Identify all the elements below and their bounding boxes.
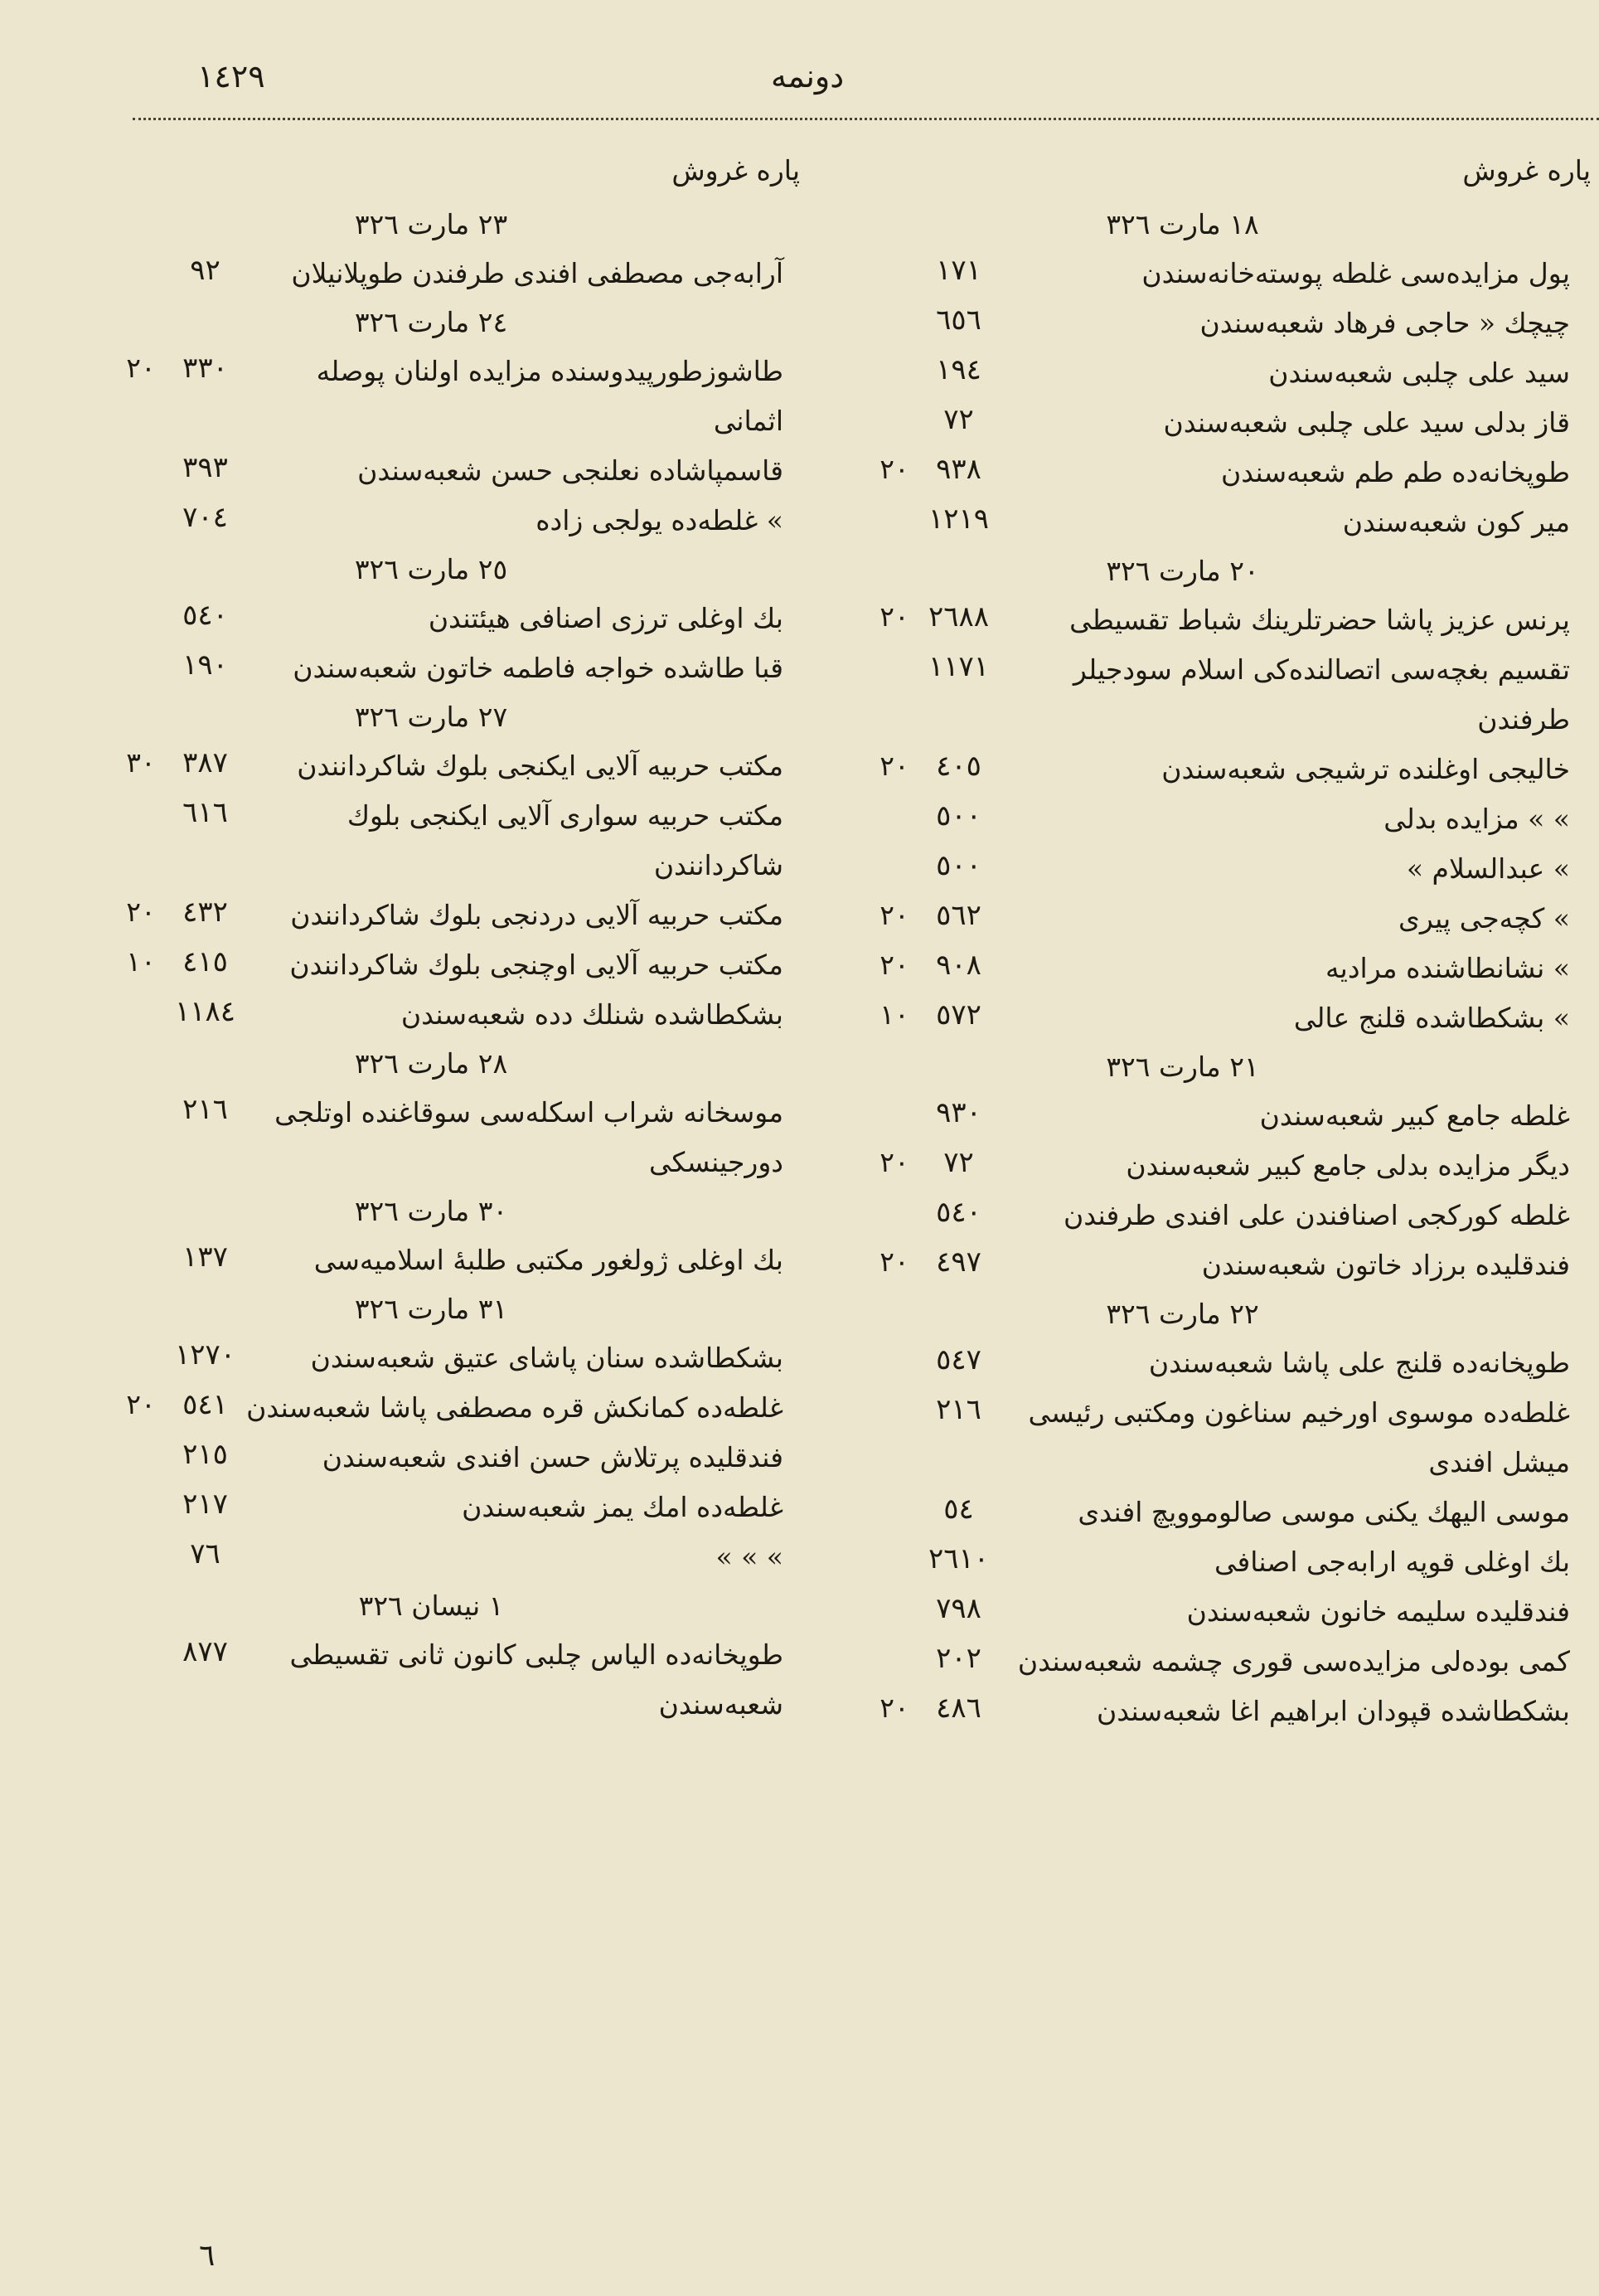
para-amount: ٢٠ [879,899,909,931]
entry-description: طاشوزطورپیدوسنده مزایده اولنان پوصله اثمانی [316,355,783,437]
entry-description: قبا طاشده خواجه فاطمه خاتون شعبه‌سندن [293,652,783,684]
kurush-amount: ٢١٦ [936,1393,981,1426]
left-column [112,149,800,1730]
date-heading: ١ نیسان ٣٢٦ [358,1590,504,1622]
ledger-entry [865,1191,1599,1240]
ledger-entry [865,1240,1599,1290]
ledger-entry [865,299,1599,348]
kurush-amount: ٦١٦ [182,796,228,829]
entry-description: نشانطاشنده مرادیه « [1325,952,1570,984]
para-amount: ٢٠ [126,1388,156,1420]
running-title: دونمه [771,58,845,95]
ledger-entry [865,1338,1599,1388]
ledger-entry [865,398,1599,448]
left-column-rows [112,201,800,1730]
date-heading: ٣٠ مارت ٣٢٦ [354,1195,508,1227]
ledger-entry [865,745,1599,794]
entry-description: مزایده بدلی « « [1383,803,1570,835]
kurush-amount: ٢١٦ [182,1093,228,1126]
ledger-entry [865,498,1599,547]
kurush-amount: ٥٤١ [182,1388,228,1421]
entry-description: خالیجی اوغلنده ترشیجی شعبه‌سندن [1161,753,1570,785]
ledger-entry [112,741,800,791]
para-amount: ٢٠ [879,1692,909,1724]
kurush-amount: ٢٦١٠ [928,1542,990,1575]
ledger-entry [112,1383,800,1433]
entry-description: طوپخانه‌ده الیاس چلبی کانون ثانی تقسیطی شعبه‌سندن [289,1638,783,1721]
entry-description: کمی بوده‌لی مزایده‌سی قوری چشمه شعبه‌سندن [1017,1645,1570,1677]
para-amount [112,990,170,995]
entry-description: طوپخانه‌ده قلنج علی پاشا شعبه‌سندن [1148,1347,1570,1379]
ledger-entry [865,993,1599,1043]
ledger-entry [112,446,800,496]
para-amount: ٢٠ [879,949,909,981]
para-amount [865,794,923,799]
entry-description: بك اوغلی ترزی اصنافی هیئتندن [428,602,783,634]
entry-description: « عبدالسلام « [1406,852,1570,885]
ledger-entry [112,594,800,643]
para-amount [112,446,170,451]
entry-description: بك اوغلی قوپه ارابه‌جی اصنافی [1214,1546,1570,1578]
kurush-amount: ٥٧٢ [936,998,981,1032]
kurush-amount: ٥٤٠ [182,599,228,632]
right-column [865,149,1599,1736]
kurush-amount: ٩٠٨ [936,949,981,982]
para-amount [865,1388,923,1393]
entry-description: غلطه‌ده کمانکش قره مصطفی پاشا شعبه‌سندن [246,1391,783,1424]
para-amount [865,645,923,650]
kurush-amount: ٤٩٧ [936,1245,981,1279]
kurush-amount: ٤١٥ [182,945,228,978]
column-heading: پاره غروش [671,154,800,187]
kurush-amount: ٥٤٠ [936,1196,981,1229]
para-amount [112,1235,170,1240]
para-amount [865,1191,923,1196]
entry-description: بك اوغلی ژولغور مکتبی طلبهٔ اسلامیه‌سی [313,1244,783,1276]
entry-description: مکتب حربیه آلایی ایکنجی بلوك شاکردانندن [297,750,783,782]
entry-description: غلطه‌ده یولجی زاده « [535,504,783,536]
ledger-entry [865,1141,1599,1191]
entry-description: تقسیم بغچه‌سی اتصالنده‌کی اسلام سودجیلر طرفندن [1073,653,1570,735]
ledger-entry [112,891,800,940]
kurush-amount: ٣٩٣ [182,451,228,484]
para-amount: ٢٠ [879,1146,909,1178]
entry-description: پول مزایده‌سی غلطه پوسته‌خانه‌سندن [1141,257,1570,289]
header-rule [133,118,1599,120]
ledger-entry [865,844,1599,894]
right-column-rows [865,201,1599,1736]
kurush-amount: ١٩٠ [182,648,228,682]
para-amount: ٢٠ [879,600,909,633]
ledger-entry [112,1532,800,1582]
entry-description: مکتب حربیه آلایی اوچنجی بلوك شاکردانندن [289,949,783,981]
ledger-entry [112,1333,800,1383]
para-amount: ٢٠ [126,896,156,928]
ledger-entry [112,249,800,299]
ledger-entry [865,1537,1599,1587]
para-amount [112,1333,170,1338]
ledger-entry [865,794,1599,844]
para-amount [112,1483,170,1488]
kurush-amount: ٨٧٧ [182,1635,228,1668]
date-heading: ٢٥ مارت ٣٢٦ [354,553,508,585]
kurush-amount: ٢١٧ [182,1488,228,1521]
ledger-entry [865,894,1599,944]
ledger-entry [865,1687,1599,1736]
kurush-amount: ١٩٤ [936,353,981,386]
date-heading: ٢٤ مارت ٣٢٦ [354,306,508,338]
entry-description: دیگر مزایده بدلی جامع کبیر شعبه‌سندن [1126,1149,1570,1182]
kurush-amount: ٧٠٤ [182,501,228,534]
para-amount [112,496,170,501]
kurush-amount: ٩٣٨ [936,453,981,486]
kurush-amount: ١١٨٤ [174,995,236,1028]
para-amount [112,791,170,796]
ledger-entry [865,348,1599,398]
ledger-entry [112,940,800,990]
ledger-entry [112,990,800,1040]
para-amount [865,1587,923,1592]
para-amount [112,249,170,254]
entry-description: قاز بدلی سید علی چلبی شعبه‌سندن [1163,406,1570,439]
date-heading: ٢٧ مارت ٣٢٦ [354,701,508,733]
ledger-entry [112,1483,800,1532]
kurush-amount: ١٢٧٠ [174,1338,236,1371]
kurush-amount: ٢١٥ [182,1438,228,1471]
entry-description: مکتب حربیه سواری آلایی ایکنجی بلوك شاکردانندن [346,799,783,881]
kurush-amount: ٧٢ [943,403,974,436]
footer-mark: ٦ [199,2239,216,2273]
entry-description: غلطه‌ده موسوی اورخیم سناغون ومکتبی رئیسی میشل افندی [1028,1396,1570,1478]
entry-description: بشکطاشده قلنج عالی « [1293,1002,1570,1034]
date-heading: ٢٠ مارت ٣٢٦ [1106,555,1259,587]
entry-description: پرنس عزیز پاشا حضرتلرینك شباط تقسیطی [1069,604,1570,636]
entry-description: بشکطاشده سنان پاشای عتیق شعبه‌سندن [310,1342,783,1374]
entry-description: سید علی چلبی شعبه‌سندن [1268,357,1570,389]
para-amount [865,1338,923,1343]
para-amount: ٢٠ [126,352,156,384]
date-heading: ٢١ مارت ٣٢٦ [1106,1051,1259,1083]
kurush-amount: ٢٦٨٨ [928,600,990,633]
kurush-amount: ٩٣٠ [936,1096,981,1129]
ledger-entry [112,643,800,693]
ledger-entry [865,645,1599,745]
kurush-amount: ٥٤ [943,1493,974,1526]
ledger-entry [865,1388,1599,1488]
entry-description: فندقلیده برزاد خاتون شعبه‌سندن [1201,1249,1570,1281]
ledger-entry [112,347,800,446]
entry-description: موسخانه شراب اسکله‌سی سوقاغنده اوتلجی دورجینسکی [274,1096,783,1178]
kurush-amount: ٧٩٨ [936,1592,981,1625]
kurush-amount: ٥٠٠ [936,799,981,832]
para-amount [865,844,923,849]
ledger-entry [112,1630,800,1730]
kurush-amount: ١٣٧ [182,1240,228,1274]
kurush-amount: ٥٦٢ [936,899,981,932]
entry-description: چیچك « حاجی فرهاد شعبه‌سندن [1199,307,1570,339]
kurush-amount: ٤٠٥ [936,750,981,783]
para-amount [865,348,923,353]
para-amount [865,249,923,254]
kurush-amount: ٥٤٧ [936,1343,981,1376]
ledger-entry [865,448,1599,498]
ledger-entry [112,1088,800,1187]
entry-description: بشکطاشده قپودان ابراهیم اغا شعبه‌سندن [1097,1695,1570,1727]
date-heading: ١٨ مارت ٣٢٦ [1106,208,1259,240]
ledger-entry [112,496,800,546]
kurush-amount: ٣٣٠ [182,352,228,385]
para-amount [865,299,923,303]
entry-description: بشکطاشده شنلك دده شعبه‌سندن [400,998,783,1031]
para-amount: ١٠ [879,998,909,1031]
para-amount [865,398,923,403]
entry-description: کچه‌جی پیری « [1398,902,1570,934]
entry-description: موسی الیهك یکنی موسی صالوموویچ افندی [1078,1496,1570,1528]
para-amount [112,594,170,599]
entry-description: « « « [715,1541,783,1573]
ledger-entry [865,1488,1599,1537]
para-amount [112,643,170,648]
para-amount [112,1532,170,1537]
ledger-entry [865,595,1599,645]
para-amount: ٢٠ [879,453,909,485]
para-amount [865,498,923,502]
para-amount [112,1433,170,1438]
para-amount: ١٠ [126,945,156,978]
entry-description: آرابه‌جی مصطفی افندی طرفندن طوپلانیلان [291,257,783,289]
para-amount: ٢٠ [879,1245,909,1278]
entry-description: میر کون شعبه‌سندن [1342,506,1570,538]
kurush-amount: ١١٧١ [928,650,990,683]
para-amount [112,1630,170,1635]
date-heading: ٣١ مارت ٣٢٦ [354,1293,508,1325]
entry-description: فندقلیده سلیمه خانون شعبه‌سندن [1186,1595,1570,1628]
para-amount [865,1091,923,1096]
entry-description: مکتب حربیه آلایی دردنجی بلوك شاکردانندن [290,899,783,931]
entry-description: غلطه جامع کبیر شعبه‌سندن [1259,1099,1570,1132]
ledger-entry [865,1091,1599,1141]
ledger-entry [865,249,1599,299]
kurush-amount: ٤٨٦ [936,1692,981,1725]
kurush-amount: ٤٣٢ [182,896,228,929]
kurush-amount: ٣٨٧ [182,746,228,779]
kurush-amount: ١٢١٩ [928,502,990,536]
ledger-entry [112,1433,800,1483]
entry-description: غلطه کورکجی اصنافندن علی افندی طرفندن [1063,1199,1570,1231]
para-amount [865,1537,923,1542]
ledger-entry [865,944,1599,993]
kurush-amount: ٥٠٠ [936,849,981,882]
ledger-entry [865,1637,1599,1687]
entry-description: طوپخانه‌ده طم طم شعبه‌سندن [1220,456,1570,488]
kurush-amount: ٧٢ [943,1146,974,1179]
para-amount [112,1088,170,1093]
date-heading: ٢٣ مارت ٣٢٦ [354,208,508,240]
kurush-amount: ١٧١ [936,254,981,287]
page-number: ١٤٢٩ [197,58,265,95]
date-heading: ٢٢ مارت ٣٢٦ [1106,1298,1259,1330]
kurush-amount: ٢٠٢ [936,1642,981,1675]
kurush-amount: ٩٢ [190,254,220,287]
ledger-entry [865,1587,1599,1637]
kurush-amount: ٦٥٦ [936,303,981,337]
entry-description: غلطه‌ده امك یمز شعبه‌سندن [462,1491,783,1523]
entry-description: قاسمپاشاده نعلنجی حسن شعبه‌سندن [357,454,783,487]
ledger-entry [112,1235,800,1285]
column-heading: پاره غروش [1462,154,1591,187]
para-amount: ٢٠ [879,750,909,782]
para-amount [865,1637,923,1642]
entry-description: فندقلیده پرتلاش حسن افندی شعبه‌سندن [322,1441,783,1473]
kurush-amount: ٧٦ [190,1537,220,1570]
date-heading: ٢٨ مارت ٣٢٦ [354,1047,508,1080]
para-amount [865,1488,923,1493]
para-amount: ٣٠ [126,746,156,779]
ledger-entry [112,791,800,891]
